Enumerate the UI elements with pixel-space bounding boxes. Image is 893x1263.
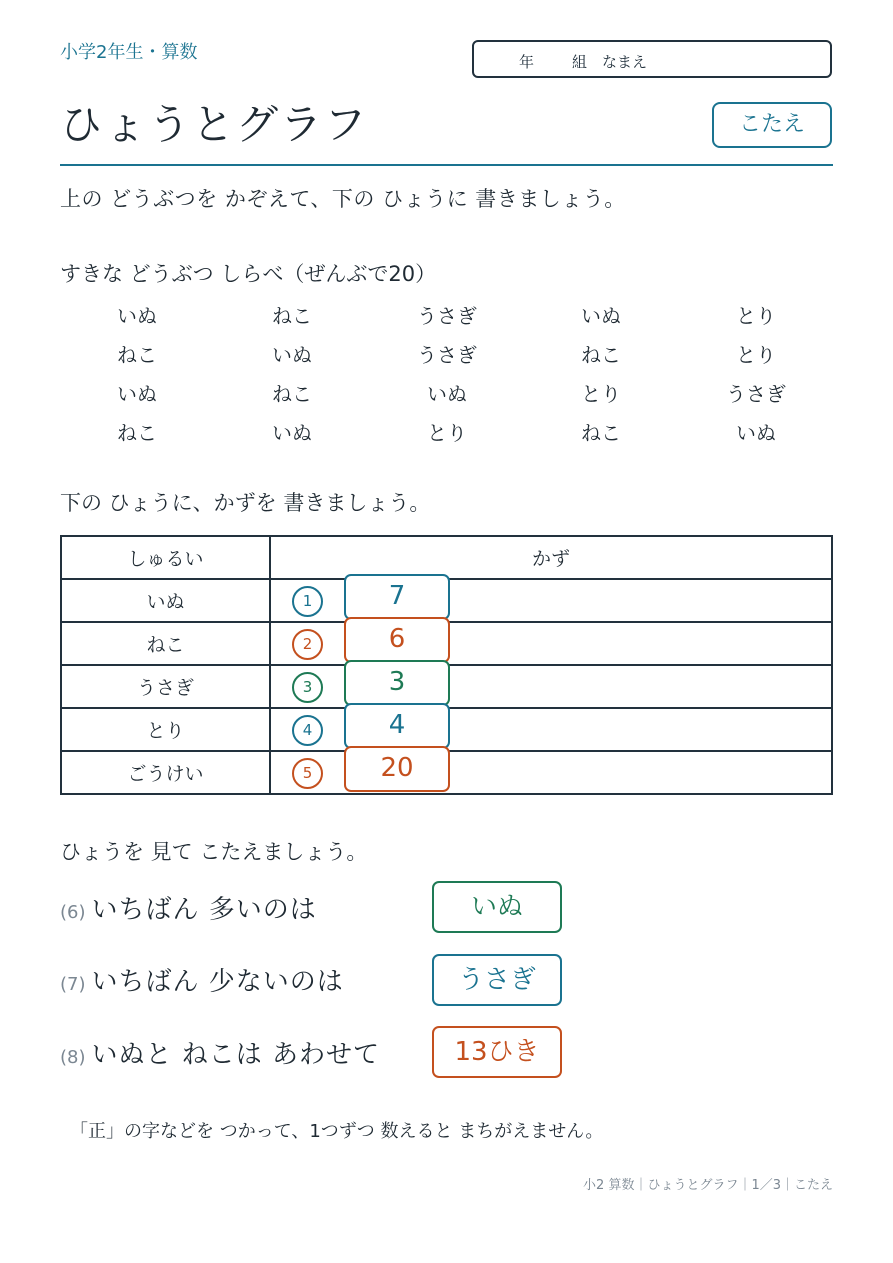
table-row xyxy=(61,751,832,794)
question-number-badge: 4 xyxy=(292,715,323,746)
count-cell xyxy=(270,751,832,794)
animal-cell: ねこ xyxy=(272,304,312,328)
count-cell xyxy=(270,622,832,665)
question-7 xyxy=(60,961,344,998)
animal-cell: いぬ xyxy=(272,421,312,445)
animal-cell: いぬ xyxy=(581,304,621,328)
answer-box[interactable]: いぬ xyxy=(432,881,562,933)
animal-cell: ねこ xyxy=(581,343,621,367)
answer-box[interactable]: 3 xyxy=(344,660,450,706)
animal-cell: とり xyxy=(427,421,467,445)
animal-cell: うさぎ xyxy=(417,343,477,367)
animal-cell: いぬ xyxy=(736,421,776,445)
page-footer: 小2 算数｜ひょうとグラフ｜1／3｜こたえ xyxy=(583,1178,833,1193)
answer-tag: こたえ xyxy=(712,102,832,148)
question-number-badge: 5 xyxy=(292,758,323,789)
answer-box[interactable]: 20 xyxy=(344,746,450,792)
question-number-badge: 2 xyxy=(292,629,323,660)
question-number: (7) xyxy=(60,974,86,995)
animal-cell: いぬ xyxy=(117,304,157,328)
kind-cell: とり xyxy=(61,708,270,751)
question-text: いちばん 多いのは xyxy=(91,895,317,925)
survey-title: すきな どうぶつ しらべ（ぜんぶで20） xyxy=(60,262,437,286)
animal-cell: とり xyxy=(736,343,776,367)
animal-cell: うさぎ xyxy=(417,304,477,328)
name-box xyxy=(472,40,832,78)
year-label: 年 xyxy=(519,53,535,71)
animal-cell: ねこ xyxy=(272,382,312,406)
instruction-questions: ひょうを 見て こたえましょう。 xyxy=(60,840,368,864)
animal-cell: とり xyxy=(581,382,621,406)
table-row xyxy=(61,665,832,708)
answer-box[interactable]: 4 xyxy=(344,703,450,749)
instruction-count: 上の どうぶつを かぞえて、下の ひょうに 書きましょう。 xyxy=(60,187,626,211)
animal-cell: とり xyxy=(736,304,776,328)
title-divider xyxy=(60,164,833,166)
header-kind: しゅるい xyxy=(61,536,270,579)
question-number-badge: 1 xyxy=(292,586,323,617)
question-number-badge: 3 xyxy=(292,672,323,703)
count-cell xyxy=(270,665,832,708)
class-label: 組 xyxy=(572,53,588,71)
grade-subject: 小学2年生・算数 xyxy=(60,42,198,63)
answer-box[interactable]: うさぎ xyxy=(432,954,562,1006)
header-count: かず xyxy=(270,536,832,579)
animal-cell: ねこ xyxy=(117,343,157,367)
question-number: (8) xyxy=(60,1047,86,1068)
animal-cell: いぬ xyxy=(427,382,467,406)
page-title: ひょうとグラフ xyxy=(60,100,369,149)
answer-box[interactable]: 7 xyxy=(344,574,450,620)
name-label: なまえ xyxy=(602,53,648,71)
instruction-table: 下の ひょうに、かずを 書きましょう。 xyxy=(60,491,431,515)
animal-cell: いぬ xyxy=(117,382,157,406)
kind-cell: いぬ xyxy=(61,579,270,622)
count-cell xyxy=(270,579,832,622)
answer-box[interactable]: 6 xyxy=(344,617,450,663)
count-cell xyxy=(270,708,832,751)
kind-cell: ごうけい xyxy=(61,751,270,794)
question-text: いぬと ねこは あわせて xyxy=(91,1040,381,1070)
question-6 xyxy=(60,889,317,926)
answer-box[interactable]: 13ひき xyxy=(432,1026,562,1078)
table-header-row xyxy=(61,536,832,579)
tally-table xyxy=(60,535,833,795)
table-row xyxy=(61,708,832,751)
table-row xyxy=(61,622,832,665)
animal-cell: ねこ xyxy=(581,421,621,445)
kind-cell: うさぎ xyxy=(61,665,270,708)
kind-cell: ねこ xyxy=(61,622,270,665)
question-text: いちばん 少ないのは xyxy=(91,967,344,997)
animal-cell: ねこ xyxy=(117,421,157,445)
animal-cell: うさぎ xyxy=(726,382,786,406)
hint-text: 「正」の字などを つかって、1つずつ 数えると まちがえません。 xyxy=(70,1121,604,1142)
question-number: (6) xyxy=(60,902,86,923)
table-row xyxy=(61,579,832,622)
question-8 xyxy=(60,1034,380,1071)
animal-cell: いぬ xyxy=(272,343,312,367)
